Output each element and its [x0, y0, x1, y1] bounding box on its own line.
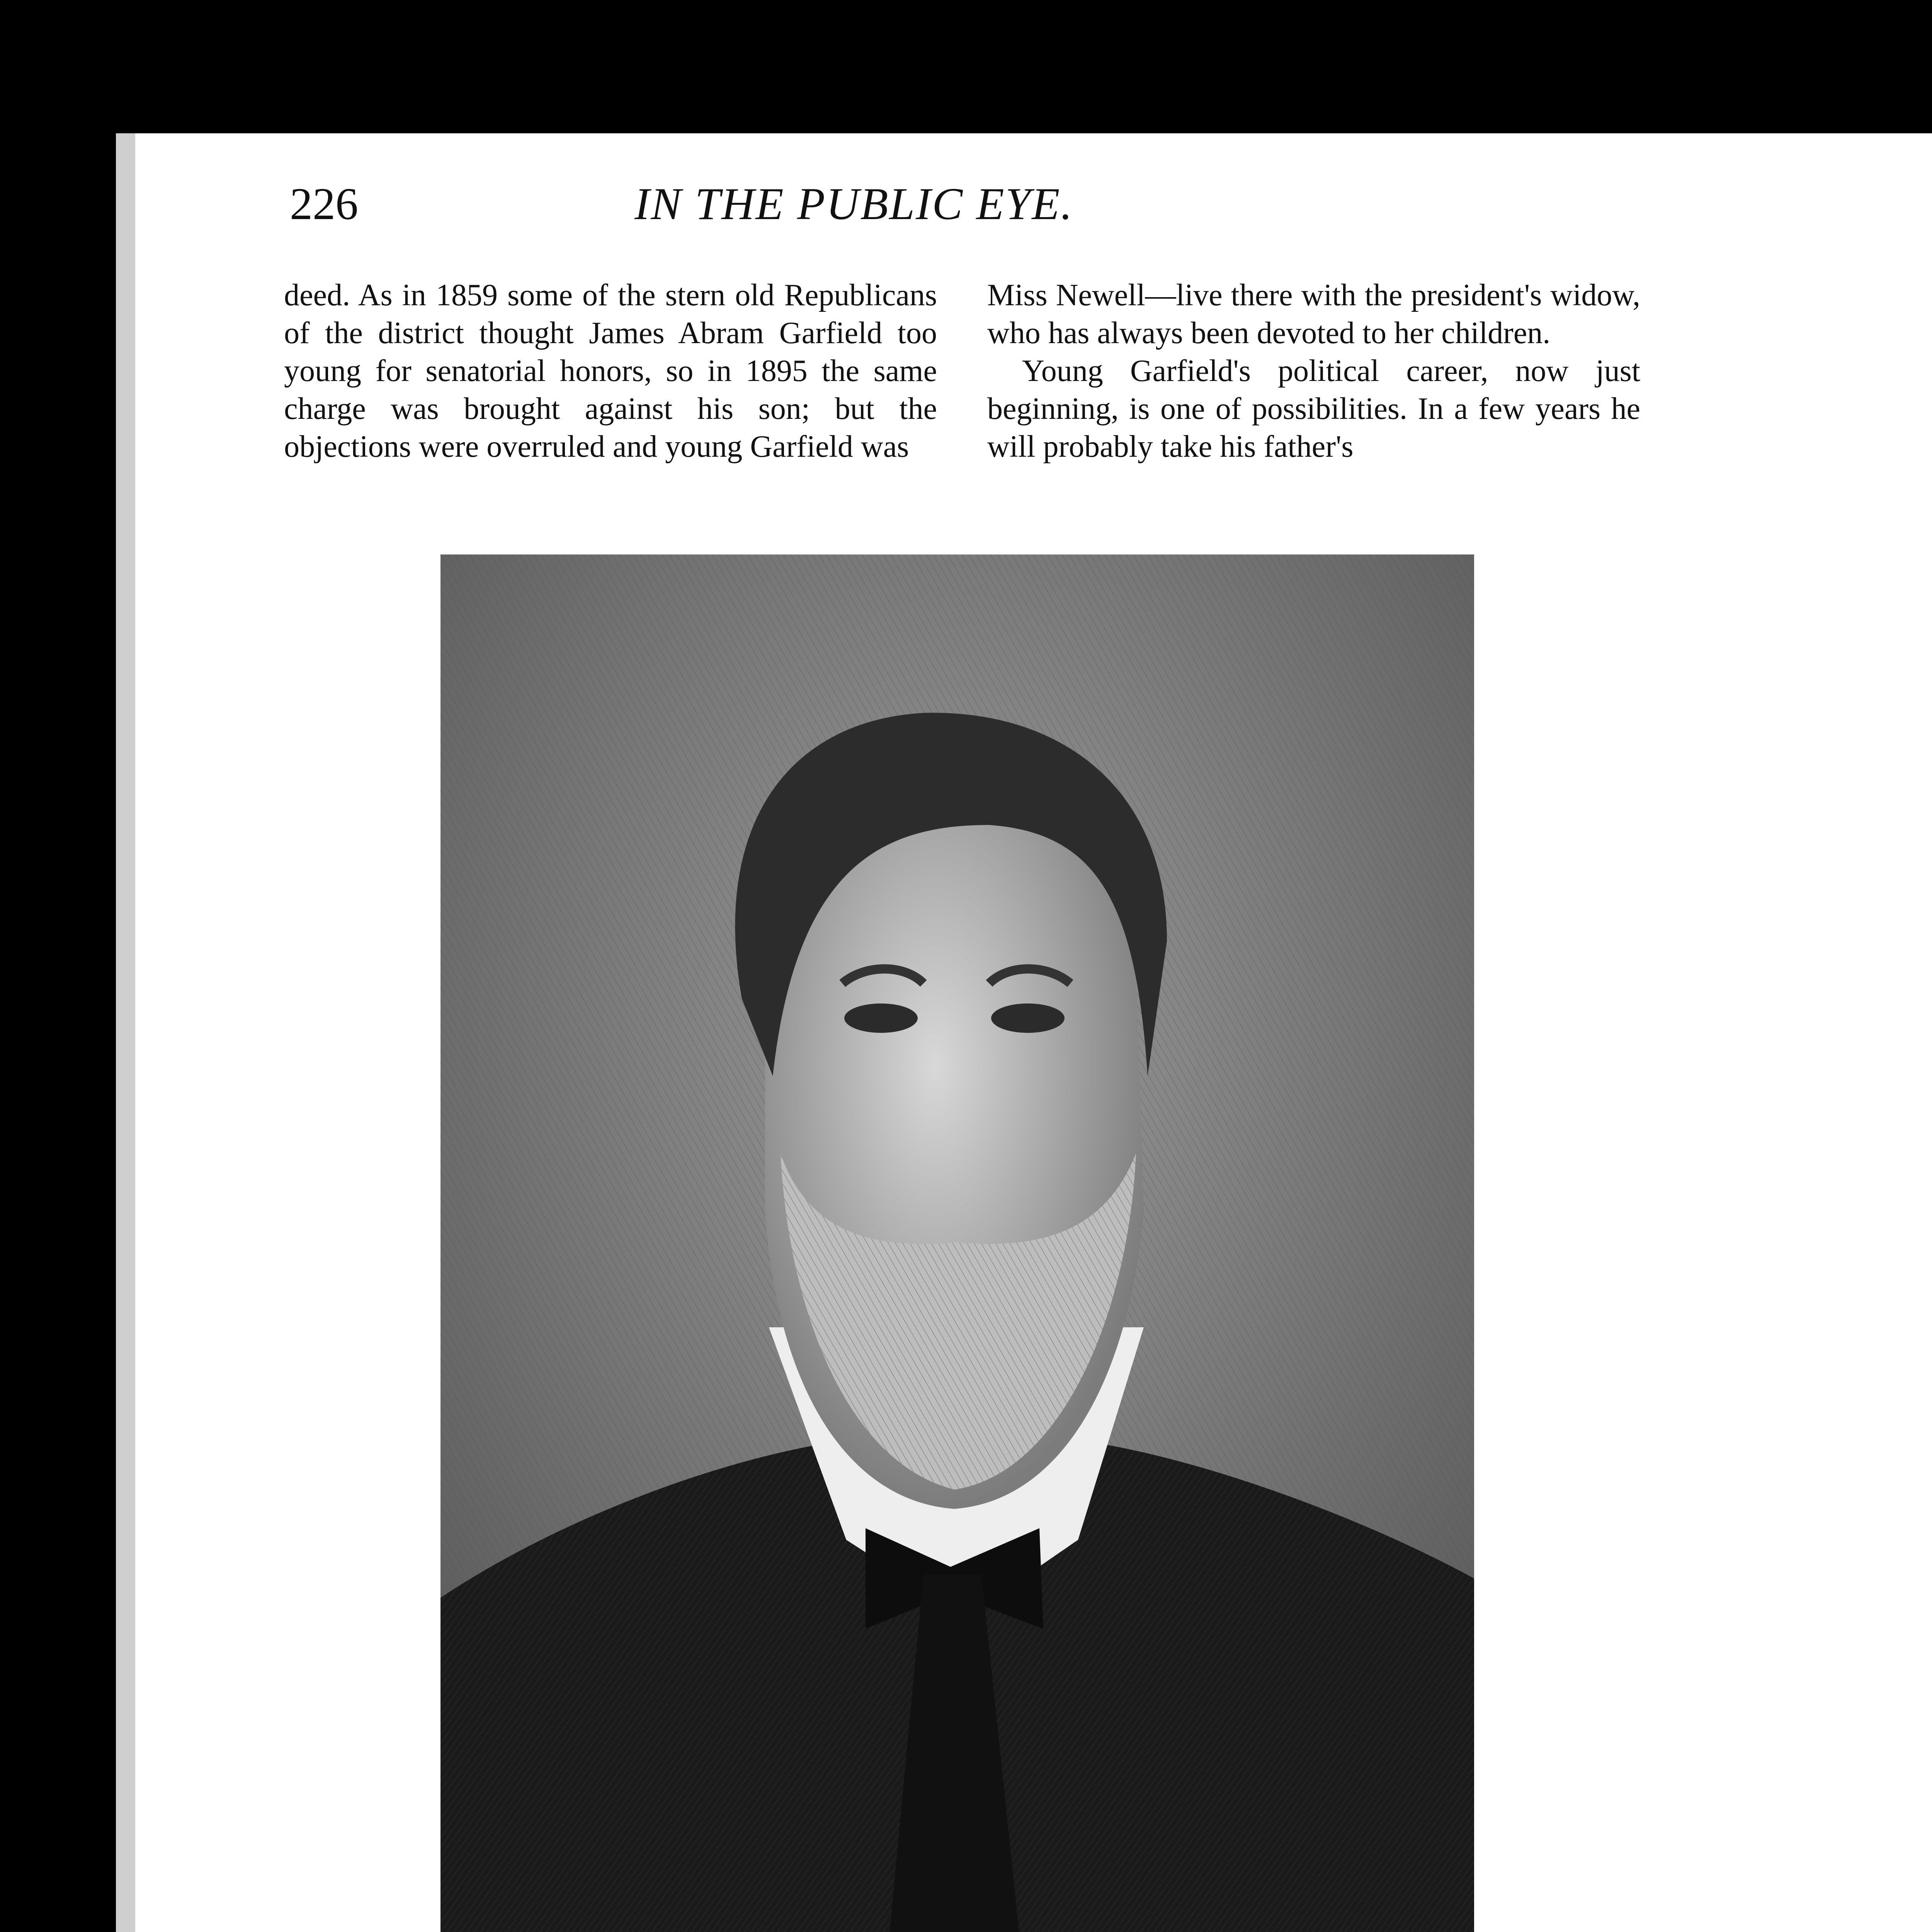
top-left-column	[284, 276, 937, 466]
page-number: 226	[290, 179, 358, 229]
portrait-illustration	[440, 554, 1474, 1932]
page-header	[290, 178, 1418, 247]
page-binding-edge	[116, 133, 135, 1932]
top-right-column	[987, 276, 1640, 466]
paragraph: deed. As in 1859 some of the stern old Republicans of the district thought James Abram Garfield too young for senatorial honors, so in 1895 the same charge was brought against his son; but the objections were overruled and young Garfield was	[284, 278, 937, 464]
portrait-engraving	[440, 554, 1474, 1932]
paragraph: Young Garfield's political career, now just beginning, is one of possibilities. In a few years he will probably take his father's	[987, 354, 1640, 464]
paragraph: Miss Newell—live there with the president's widow, who has always been devoted to her children.	[987, 278, 1640, 350]
running-title: IN THE PUBLIC EYE.	[634, 179, 1073, 229]
